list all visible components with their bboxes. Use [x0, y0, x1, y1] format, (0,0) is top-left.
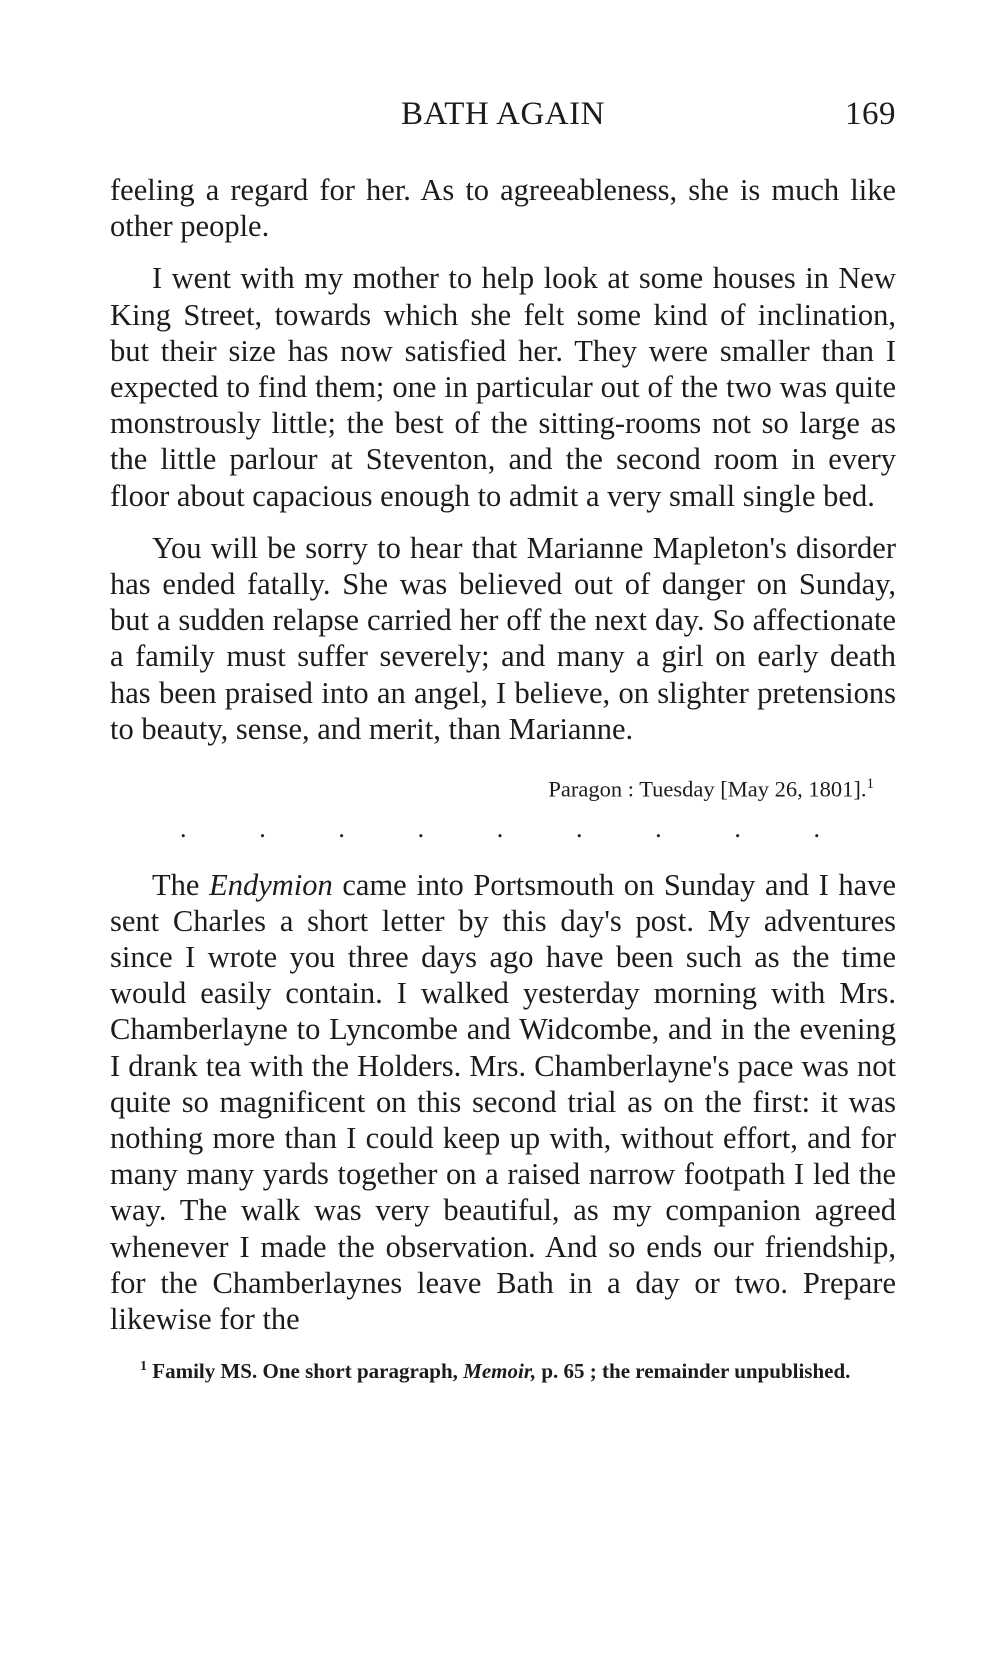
- footnote-text-rest: p. 65 ; the remainder unpublished.: [536, 1359, 851, 1384]
- endymion-text-start: The: [152, 867, 210, 902]
- paragraph-continued: feeling a regard for her. As to agreeableness, she is much like other people.: [110, 173, 896, 244]
- footnote-text-start: Family MS. One short paragraph,: [147, 1359, 464, 1384]
- running-title: BATH AGAIN: [401, 96, 605, 132]
- page-number: 169: [845, 96, 896, 132]
- letter-dateline: [110, 769, 896, 805]
- dateline-text: Paragon : Tuesday [May 26, 1801].: [548, 776, 867, 802]
- ellipsis-dot: .: [180, 813, 187, 843]
- ellipsis-dot: .: [259, 813, 266, 843]
- footnote: [110, 1353, 896, 1385]
- ship-name: Endymion: [209, 867, 333, 902]
- ellipsis-dot: .: [417, 813, 425, 843]
- ellipsis-dot: .: [338, 813, 345, 843]
- book-page: [110, 96, 896, 1385]
- ellipsis-separator: [110, 813, 896, 847]
- ellipsis-dot: .: [575, 813, 583, 843]
- endymion-text-rest: came into Portsmouth on Sunday and I have sent Charles a short letter by this day's post. My adventures since I wrote you three days ago have been such as the time would easily contain. I walked yesterday morning with Mrs. Chamberlayne to Lyncombe and Widcombe, and in the evening I drank tea with the Holders. Mrs. Chamberlayne's pace was not quite so magnificent on this second trial as on the first: it was nothing more than I could keep up with, without effort, and for many many yards together on a raised narrow footpath I led the way. The walk was very beautiful, as my companion agreed whenever I made the observation. And so ends our friendship, for the Chamberlaynes leave Bath in a day or two. Prepare likewise for the: [110, 867, 897, 1336]
- page-header: [110, 96, 896, 140]
- ellipsis-dot: .: [734, 813, 741, 843]
- ellipsis-dot: .: [813, 813, 820, 843]
- footnote-source-title: Memoir,: [463, 1359, 537, 1384]
- paragraph-endymion: [110, 867, 896, 1338]
- paragraph-marianne: You will be sorry to hear that Marianne Mapleton's disorder has ended fatally. She was believed out of danger on Sunday, but a sudden relapse carried her off the next day. So affectionate a family must suffer severely; and many a girl on early death has been praised into an angel, I believe, on slighter pretensions to beauty, sense, and merit, than Marianne.: [110, 530, 896, 746]
- footnote-mark: 1: [140, 1359, 147, 1375]
- ellipsis-dot: .: [496, 813, 504, 843]
- ellipsis-dot: .: [655, 813, 662, 843]
- footnote-reference: 1: [866, 776, 874, 793]
- paragraph-house-hunting: I went with my mother to help look at some houses in New King Street, towards which she felt some kind of inclination, but their size has now satisfied her. They were smaller than I expected to find them; one in particular out of the two was quite monstrously little; the best of the sitting-rooms not so large as the little parlour at Steventon, and the second room in every floor about capacious enough to admit a very small single bed.: [110, 261, 896, 513]
